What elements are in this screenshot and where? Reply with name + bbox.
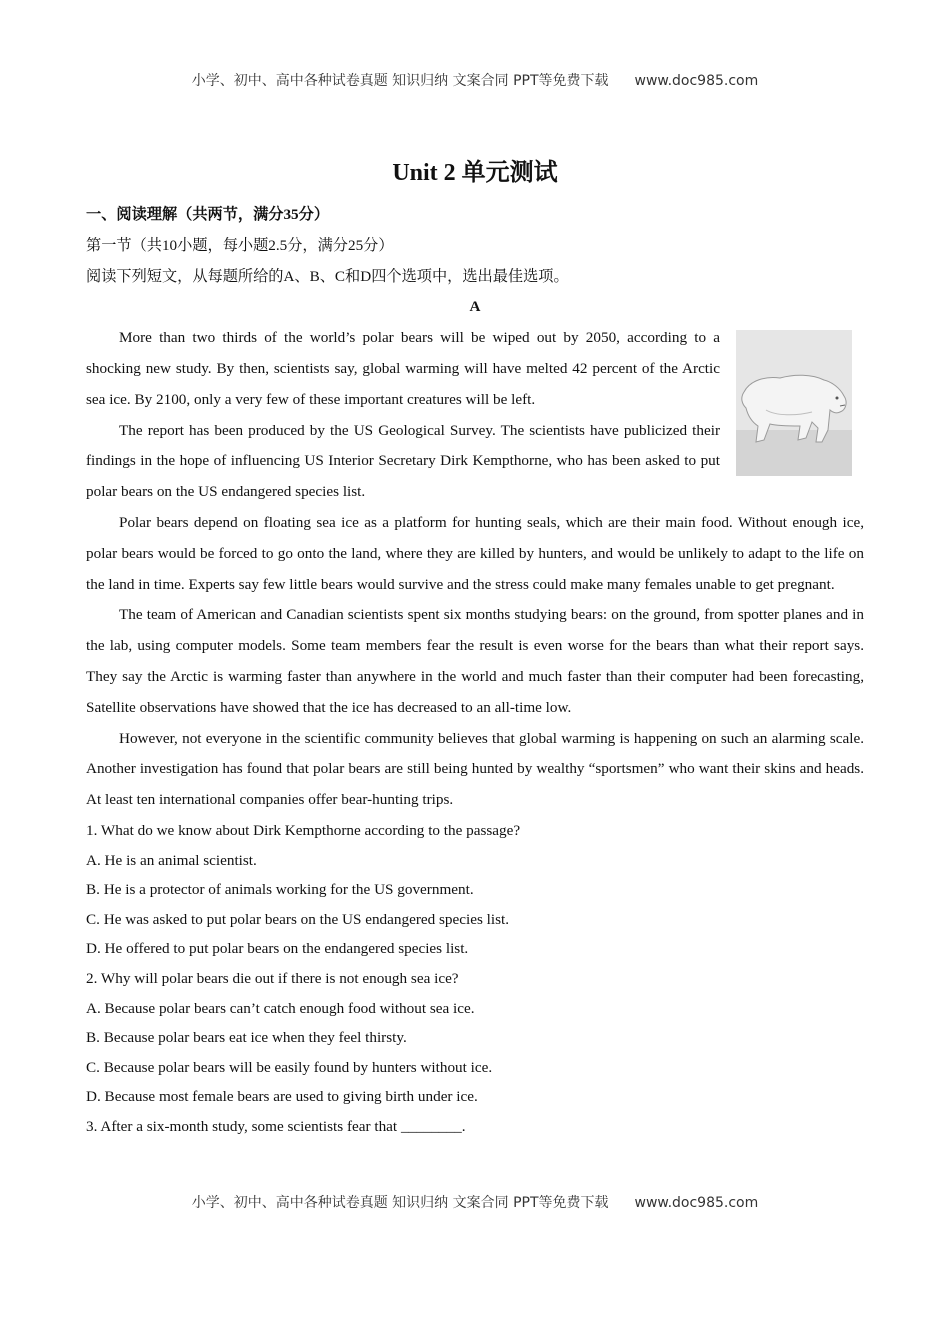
page-footer	[0, 1192, 950, 1212]
section-heading: 一、阅读理解（共两节，满分35分）	[86, 206, 329, 223]
question-1	[86, 816, 864, 964]
question-stem: 1. What do we know about Dirk Kempthorne according to the passage?	[86, 821, 521, 839]
passage-label: A	[469, 298, 481, 316]
question-2	[86, 964, 864, 1112]
passage-paragraph: However, not everyone in the scientific community believes that global warming is happening on such an alarming scale. Another investigation has found that polar bears are still being hunted by wealthy “sportsmen” who want their skins and heads. At least ten international companies offer bear-hunting trips.	[86, 729, 864, 809]
question-option: B. Because polar bears eat ice when they feel thirsty.	[86, 1029, 407, 1047]
question-option: D. Because most female bears are used to giving birth under ice.	[86, 1088, 478, 1106]
footer-text: 小学、初中、高中各种试卷真题 知识归纳 文案合同 PPT等免费下载	[191, 1195, 609, 1211]
question-stem: 3. After a six-month study, some scientists fear that ________.	[86, 1117, 466, 1135]
exam-content	[86, 200, 864, 1141]
page-title: Unit 2 单元测试	[392, 160, 558, 186]
question-option: B. He is a protector of animals working for the US government.	[86, 881, 474, 899]
question-option: A. He is an animal scientist.	[86, 851, 257, 869]
question-option: C. Because polar bears will be easily found by hunters without ice.	[86, 1058, 493, 1076]
question-stem: 2. Why will polar bears die out if there is not enough sea ice?	[86, 969, 459, 987]
question-option: D. He offered to put polar bears on the endangered species list.	[86, 940, 469, 958]
question-option: A. Because polar bears can’t catch enough food without sea ice.	[86, 999, 475, 1017]
passage-paragraph: The report has been produced by the US Geological Survey. The scientists have publicized their findings in the hope of influencing US Interior Secretary Dirk Kempthorne, who has been asked to put polar bears on the US endangered species list.	[86, 421, 720, 501]
question-option: C. He was asked to put polar bears on the US endangered species list.	[86, 910, 510, 928]
question-3	[86, 1112, 864, 1142]
passage-paragraph: More than two thirds of the world’s polar bears will be wiped out by 2050, according to a shocking new study. By then, scientists say, global warming will have melted 42 percent of the Arctic sea ice. By 2100, only a very few of these important creatures will be left.	[86, 329, 720, 408]
page-header	[0, 70, 950, 90]
footer-site-link[interactable]: www.doc985.com	[634, 1195, 759, 1211]
section-part: 第一节（共10小题，每小题2.5分，满分25分）	[86, 236, 394, 254]
passage-paragraph: The team of American and Canadian scientists spent six months studying bears: on the ground, from spotter planes and in the lab, using computer models. Some team members fear the result is even worse for the bears than what their report says. They say the Arctic is warming faster than anywhere in the world and much faster than their computer had been forecasting, Satellite observations have showed that the ice has decreased to an all-time low.	[86, 606, 864, 716]
header-text: 小学、初中、高中各种试卷真题 知识归纳 文案合同 PPT等免费下载	[191, 73, 609, 89]
section-instruction: 阅读下列短文，从每题所给的A、B、C和D四个选项中，选出最佳选项。	[86, 267, 569, 285]
passage-paragraph: Polar bears depend on floating sea ice as a platform for hunting seals, which are their main food. Without enough ice, polar bears would be forced to go onto the land, where they are killed by hunters, and would be unlikely to adapt to the life on the land in time. Experts say few little bears would survive and the stress could make many females unable to get pregnant.	[86, 513, 864, 593]
header-site-link[interactable]: www.doc985.com	[634, 73, 759, 89]
